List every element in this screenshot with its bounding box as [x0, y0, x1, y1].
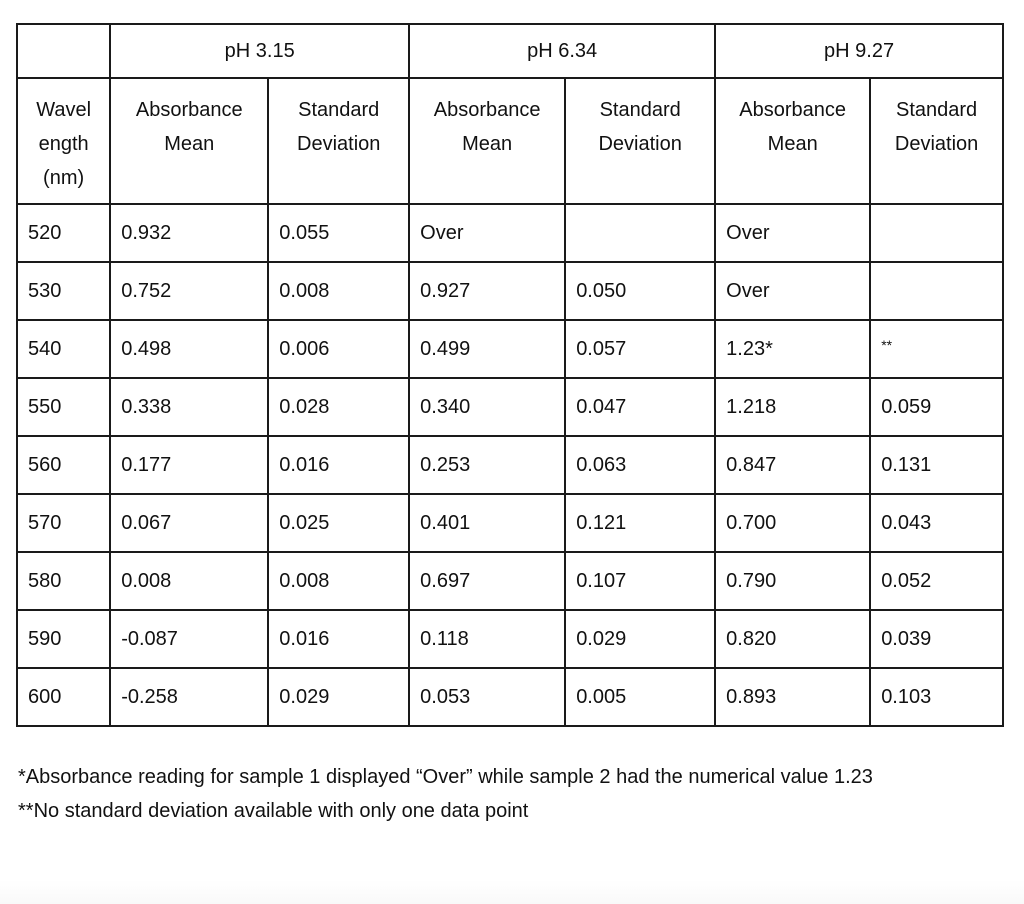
table-row [17, 436, 1003, 494]
header-line: Absorbance [135, 99, 243, 121]
header-line: Absorbance [739, 99, 847, 121]
ph3-sd-cell: 0.016 [268, 610, 409, 668]
ph6-sd-cell: 0.121 [565, 494, 715, 552]
wavelength-cell: 550 [17, 378, 110, 436]
ph3-mean-cell: 0.008 [110, 552, 268, 610]
ph3-sd-cell: 0.025 [268, 494, 409, 552]
ph6-sd-cell [565, 204, 715, 262]
wavelength-cell: 520 [17, 204, 110, 262]
ph3-absorbance-mean-header [110, 78, 268, 204]
ph6-mean-cell: 0.053 [409, 668, 565, 726]
ph9-mean-cell: 0.790 [715, 552, 870, 610]
header-line: Mean [462, 133, 513, 155]
ph9-mean-cell: 0.847 [715, 436, 870, 494]
ph9-sd-cell: 0.131 [870, 436, 1003, 494]
ph3-sd-cell: 0.055 [268, 204, 409, 262]
ph3-std-dev-header [268, 78, 409, 204]
ph3-sd-cell: 0.016 [268, 436, 409, 494]
table-row [17, 668, 1003, 726]
wavelength-cell: 540 [17, 320, 110, 378]
header-line: Mean [767, 133, 818, 155]
header-line: Absorbance [433, 99, 541, 121]
table-row [17, 204, 1003, 262]
ph9-sd-cell: ** [870, 320, 1003, 378]
ph6-sd-cell: 0.107 [565, 552, 715, 610]
wavelength-cell: 590 [17, 610, 110, 668]
header-line: Standard [298, 99, 380, 121]
wavelength-cell: 580 [17, 552, 110, 610]
header-line: Wavel [36, 99, 92, 121]
ph3-mean-cell: 0.338 [110, 378, 268, 436]
absorbance-table [16, 23, 1004, 727]
ph3-mean-cell: 0.752 [110, 262, 268, 320]
ph9-mean-cell: 0.700 [715, 494, 870, 552]
ph6-absorbance-mean-header [409, 78, 565, 204]
header-line: ength [38, 133, 89, 155]
header-line: Mean [164, 133, 215, 155]
ph9-mean-cell: Over [715, 262, 870, 320]
wavelength-cell: 560 [17, 436, 110, 494]
ph-9-27-header: pH 9.27 [715, 24, 1003, 78]
ph-6-34-header: pH 6.34 [409, 24, 715, 78]
ph9-std-dev-header [870, 78, 1003, 204]
ph6-sd-cell: 0.047 [565, 378, 715, 436]
ph9-sd-cell: 0.059 [870, 378, 1003, 436]
ph3-mean-cell: 0.177 [110, 436, 268, 494]
ph9-sd-cell: 0.103 [870, 668, 1003, 726]
wavelength-cell: 570 [17, 494, 110, 552]
ph3-sd-cell: 0.008 [268, 262, 409, 320]
ph6-mean-cell: 0.253 [409, 436, 565, 494]
ph-group-header-row [17, 24, 1003, 78]
ph3-sd-cell: 0.008 [268, 552, 409, 610]
ph3-mean-cell: 0.498 [110, 320, 268, 378]
ph3-sd-cell: 0.029 [268, 668, 409, 726]
ph3-mean-cell: -0.258 [110, 668, 268, 726]
ph9-sd-cell: 0.039 [870, 610, 1003, 668]
table-row [17, 494, 1003, 552]
ph9-sd-cell [870, 262, 1003, 320]
table-row [17, 552, 1003, 610]
ph6-mean-cell: 0.401 [409, 494, 565, 552]
wavelength-cell: 530 [17, 262, 110, 320]
ph3-mean-cell: -0.087 [110, 610, 268, 668]
ph6-mean-cell: 0.697 [409, 552, 565, 610]
ph6-mean-cell: 0.118 [409, 610, 565, 668]
ph9-mean-cell: 0.820 [715, 610, 870, 668]
ph9-mean-cell: Over [715, 204, 870, 262]
header-line: Standard [896, 99, 978, 121]
ph6-sd-cell: 0.057 [565, 320, 715, 378]
header-line: Standard [599, 99, 681, 121]
table-row [17, 320, 1003, 378]
wavelength-header [17, 78, 110, 204]
ph6-sd-cell: 0.029 [565, 610, 715, 668]
ph9-sd-cell: 0.043 [870, 494, 1003, 552]
header-line: Deviation [598, 133, 682, 155]
ph3-mean-cell: 0.067 [110, 494, 268, 552]
ph9-mean-cell: 1.218 [715, 378, 870, 436]
ph3-sd-cell: 0.006 [268, 320, 409, 378]
table-row [17, 378, 1003, 436]
wavelength-cell: 600 [17, 668, 110, 726]
column-header-row [17, 78, 1003, 204]
header-line: Deviation [894, 133, 979, 155]
ph6-mean-cell: 0.499 [409, 320, 565, 378]
ph9-sd-cell [870, 204, 1003, 262]
footnote-double-asterisk: **No standard deviation available with only one data point [18, 800, 529, 822]
footnotes [18, 760, 1008, 828]
ph6-mean-cell: 0.340 [409, 378, 565, 436]
ph3-mean-cell: 0.932 [110, 204, 268, 262]
table-row [17, 610, 1003, 668]
ph6-mean-cell: Over [409, 204, 565, 262]
header-line: (nm) [43, 167, 85, 189]
footnote-single-asterisk: *Absorbance reading for sample 1 displayed “Over” while sample 2 had the numerical value 1.23 [18, 766, 873, 788]
ph6-sd-cell: 0.063 [565, 436, 715, 494]
header-line: Deviation [297, 133, 381, 155]
ph9-sd-cell: 0.052 [870, 552, 1003, 610]
ph-3-15-header: pH 3.15 [110, 24, 409, 78]
corner-header-cell [17, 24, 110, 78]
ph9-mean-cell: 0.893 [715, 668, 870, 726]
ph6-std-dev-header [565, 78, 715, 204]
ph3-sd-cell: 0.028 [268, 378, 409, 436]
table-row [17, 262, 1003, 320]
ph9-mean-cell: 1.23* [715, 320, 870, 378]
ph6-sd-cell: 0.005 [565, 668, 715, 726]
ph6-mean-cell: 0.927 [409, 262, 565, 320]
ph9-absorbance-mean-header [715, 78, 870, 204]
ph6-sd-cell: 0.050 [565, 262, 715, 320]
